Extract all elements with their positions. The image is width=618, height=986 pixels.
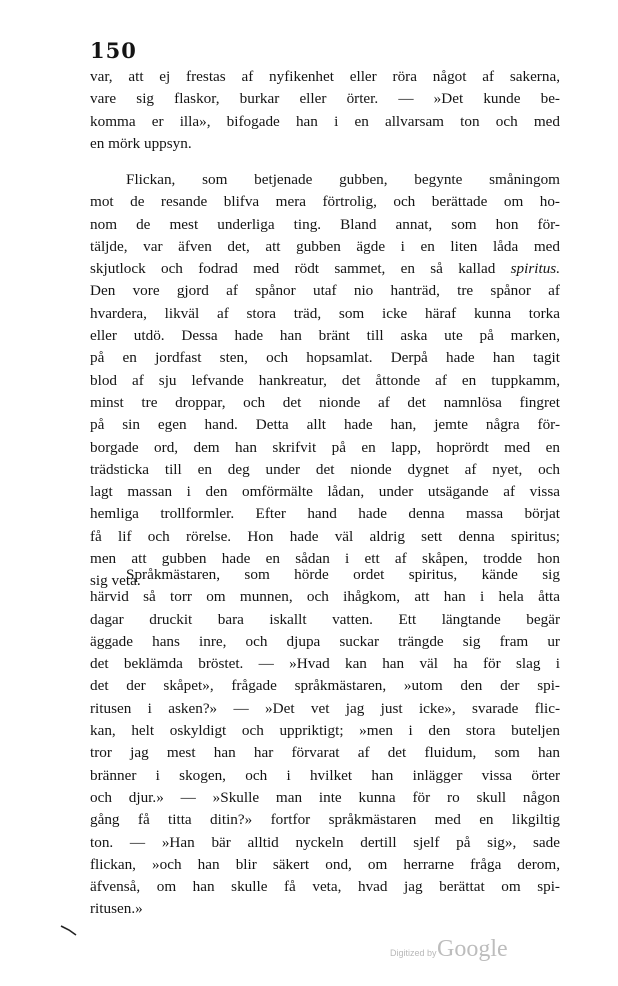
text-line: ritusen.»	[90, 900, 143, 918]
paragraph-2	[90, 169, 560, 593]
text-line: på en jordfast sten, och hopsamlat. Derpå hade han tagit	[90, 349, 560, 367]
italic-word: spiritus.	[510, 260, 560, 278]
text-line: vare sig flaskor, burkar eller örter. — »Det kunde be-	[90, 90, 560, 108]
text-line: äggade hans inre, och djupa suckar trängde sig fram ur	[90, 632, 560, 650]
text-line: komma er illa», bifogade han i en allvarsam ton och med	[90, 112, 560, 130]
paragraph-1	[90, 66, 560, 155]
text-line: härvid så torr om munnen, och ihågkom, att han i hela åtta	[90, 588, 560, 606]
text-line: trädsticka till en deg under det nionde dygnet af nyet, och	[90, 460, 560, 478]
text-line: men att gubben hade en sådan i ett af skåpen, trodde hon	[90, 550, 560, 568]
text-line-spiritus	[90, 258, 560, 280]
text-line: minst tre droppar, och det nionde af det namnlösa fingret	[90, 393, 560, 411]
text-line: en mörk uppsyn.	[90, 134, 192, 152]
text-line: ritusen i asken?» — »Det vet jag just icke», svarade flic-	[90, 699, 560, 717]
text-line: borgade ord, dem han skrifvit på en lapp, hoprördt med en	[90, 438, 560, 456]
text-line: det beklämda bröstet. — »Hvad kan han väl ha för slag i	[90, 655, 560, 673]
text-line: hemliga trollformler. Efter hand hade denna massa börjat	[90, 505, 560, 523]
text-line: Den vore gjord af spånor utaf nio hanträd, tre spånor af	[90, 282, 560, 300]
text-line: kan, helt oskyldigt och uppriktigt; »men i den stora buteljen	[90, 722, 560, 740]
digitized-label: Digitized by	[390, 948, 437, 958]
text-line: flickan, »och han blir säkert ond, om herrarne fråga derom,	[90, 855, 560, 873]
text-line: Flickan, som betjenade gubben, begynte småningom	[126, 171, 560, 188]
text-line: var, att ej frestas af nyfikenhet eller röra något af sakerna,	[90, 68, 560, 85]
text-line: lagt massan i den omförmälte lådan, under utsägande af vissa	[90, 483, 560, 501]
page-number: 150	[90, 38, 137, 63]
text-line: nom de mest underliga ting. Bland annat, som hon för-	[90, 215, 560, 233]
text-line: täljde, var äfven det, att gubben ägde i en liten låda med	[90, 237, 560, 255]
text-line: bränner i skogen, och i hvilket han inlägger vissa örter	[90, 766, 560, 784]
google-logo: Google	[437, 936, 508, 962]
text-line: hvardera, likväl af stora träd, som icke häraf kunna torka	[90, 304, 560, 322]
text-line: tror jag mest han har förvarat af det fluidum, som han	[90, 744, 560, 762]
ink-mark-icon	[60, 924, 78, 936]
paragraph-3	[90, 564, 560, 921]
text-line: Språkmästaren, som hörde ordet spiritus, kände sig	[126, 566, 560, 583]
text-line: mot de resande blifva mera förtrolig, och berättade om ho-	[90, 193, 560, 211]
text-line: och djur.» — »Skulle man inte kunna för ro skull någon	[90, 788, 560, 806]
text-line: ton. — »Han bär alltid nyckeln dertill sjelf på sig», sade	[90, 833, 560, 851]
text-line: gång få titta ditin?» fortfor språkmästaren med en likgiltig	[90, 811, 560, 829]
text-line: dagar druckit bara iskallt vatten. Ett längtande begär	[90, 610, 560, 628]
text-line: det der skåpet», frågade språkmästaren, »utom den der spi-	[90, 677, 560, 695]
text-line: sig veta.	[90, 572, 141, 590]
text-segment: skjutlock och fodrad med rödt sammet, en så kallad	[90, 260, 511, 278]
text-line: äfvenså, om han skulle få veta, hvad jag berättat om spi-	[90, 878, 560, 896]
text-line: på sin egen hand. Detta allt hade han, jemte några för-	[90, 416, 560, 434]
text-line: blod af sju lefvande hankreatur, det åttonde af en tuppkamm,	[90, 371, 560, 389]
text-line: få lif och rörelse. Hon hade väl aldrig sett denna spiritus;	[90, 527, 560, 545]
text-line: eller utdö. Dessa hade han bränt till aska ute på marken,	[90, 327, 560, 345]
